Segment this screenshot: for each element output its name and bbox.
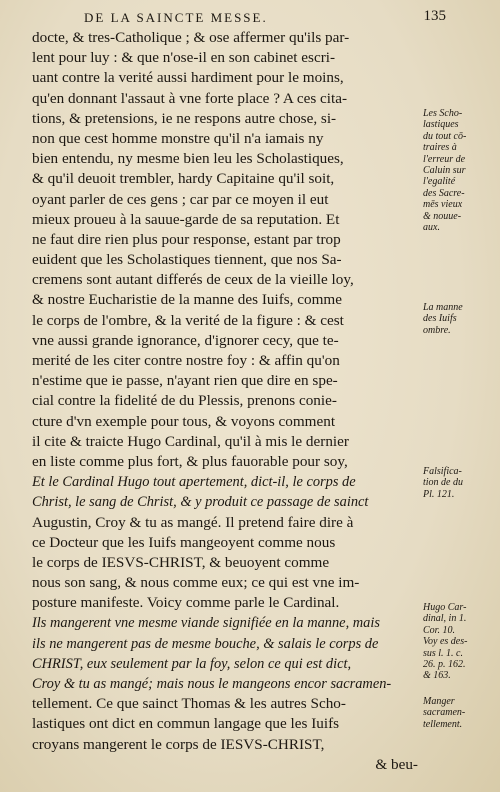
text-line: docte, & tres-Catholique ; & ose affermer qu'ils par- xyxy=(32,29,350,46)
margin-note-line: La manne xyxy=(423,302,463,313)
text-line: posture manifeste. Voicy comme parle le Cardinal. xyxy=(32,594,340,612)
text-line: lastiques ont dict en commun langage que les Iuifs xyxy=(32,715,340,733)
margin-note-line: Caluin sur xyxy=(423,165,466,177)
text-line: croyans mangerent le corps de IESVS-CHRIST, xyxy=(32,735,325,753)
text-line: mieux proueu à la sauue-garde de sa reputation. Et xyxy=(32,210,340,228)
text-line: oyant parler de ces gens ; car par ce moyen il eut xyxy=(32,190,329,208)
page-number: 135 xyxy=(423,8,446,24)
text-line: n'estime que ie passe, n'ayant rien que dire en spe- xyxy=(32,372,338,390)
margin-note-line: l'egalité xyxy=(423,176,456,188)
text-line: cial contre la fidelité de du Plessis, prenons conie- xyxy=(32,392,337,410)
text-line: uant contre la verité aussi hardiment pour le moins, xyxy=(32,69,344,87)
margin-note-line: & nouue- xyxy=(423,210,462,222)
text-line: & nostre Eucharistie de la manne des Iuifs, comme xyxy=(32,291,342,309)
margin-note-line: 26. p. 162. xyxy=(423,659,466,671)
margin-note-line: sacramen- xyxy=(423,707,466,719)
margin-note-line: l'erreur de xyxy=(423,153,466,165)
text-line: le corps de IESVS-CHRIST, & beuoyent comme xyxy=(32,553,330,571)
margin-note xyxy=(423,696,497,730)
text-line: tellement. Ce que sainct Thomas & les autres Scho- xyxy=(32,695,346,713)
text-line: qu'en donnant l'assaut à vne forte place ? A ces cita- xyxy=(32,89,348,107)
text-line: nous son sang, & nous comme eux; ce qui est vne im- xyxy=(32,574,360,592)
margin-note-line: & 163. xyxy=(423,670,451,682)
text-line: bien entendu, ny mesme bien leu les Scholastiques, xyxy=(32,150,344,168)
margin-note xyxy=(423,108,497,233)
margin-note-line: ombre. xyxy=(423,324,451,336)
text-line: Augustin, Croy & tu as mangé. Il pretend faire dire à xyxy=(32,513,354,531)
page-header xyxy=(84,6,446,28)
margin-note-line: tion de du xyxy=(423,477,463,489)
running-head: DE LA SAINCTE MESSE. xyxy=(84,10,268,25)
text-line: ne faut dire rien plus pour response, estant par trop xyxy=(32,230,341,248)
margin-note-line: aux. xyxy=(423,222,440,234)
text-line: lent pour luy : & que n'ose-il en son cabinet escri- xyxy=(32,49,336,67)
text-line: CHRIST, eux seulement par la foy, selon ce qui est dict, xyxy=(32,655,352,672)
margin-note-line: du tout cō- xyxy=(423,130,467,142)
text-line: & qu'il deuoit trembler, hardy Capitaine qu'il soit, xyxy=(32,170,335,188)
text-line: vne aussi grande ignorance, d'ignorer cecy, que te- xyxy=(32,331,339,349)
text-line: Ils mangerent vne mesme viande signifiée en la manne, mais xyxy=(32,615,380,632)
margin-note-line: traires à xyxy=(423,142,457,154)
margin-note-line: Manger xyxy=(423,696,455,707)
margin-note-line: Les Scho- xyxy=(423,108,463,119)
text-line: tions, & pretensions, ie ne respons autre chose, si- xyxy=(32,109,337,127)
margin-note-line: Falsifica- xyxy=(423,466,462,477)
text-line: ils ne mangerent pas de mesme bouche, & salais le corps de xyxy=(32,635,379,652)
margin-note xyxy=(423,602,497,682)
text-line: en liste comme plus fort, & plus fauorable pour soy, xyxy=(32,452,348,470)
text-line: non que cest homme monstre qu'il n'a iamais ny xyxy=(32,129,324,147)
text-line: Christ, le sang de Christ, & y produit ce passage de sainct xyxy=(32,494,369,511)
margin-note-line: Pl. 121. xyxy=(423,488,455,500)
margin-note-line: des Sacre- xyxy=(423,187,465,199)
text-line: euident que les Scholastiques tiennent, que nos Sa- xyxy=(32,251,342,269)
text-line: cture d'vn exemple pour tous, & voyons comment xyxy=(32,412,336,430)
text-line: Et le Cardinal Hugo tout apertement, dict-il, le corps de xyxy=(32,474,356,491)
text-line: il cite & traicte Hugo Cardinal, qu'il à mis le dernier xyxy=(32,432,349,450)
margin-note-line: sus l. 1. c. xyxy=(423,647,463,659)
text-line: cremens sont autant differés de ceux de la vieille loy, xyxy=(32,271,354,289)
text-line: ce Docteur que les Iuifs mangeoyent comme nous xyxy=(32,533,336,551)
catchword: & beu- xyxy=(375,755,418,773)
margin-note-line: dinal, in 1. xyxy=(423,613,467,625)
margin-note xyxy=(423,302,497,336)
margin-note-line: Hugo Car- xyxy=(423,602,467,613)
margin-note-line: mēs vieux xyxy=(423,199,463,211)
margin-note-line: lastiques xyxy=(423,119,459,131)
text-line: merité de les citer contre nostre foy : & affin qu'on xyxy=(32,352,340,369)
margin-note-line: des Iuifs xyxy=(423,313,457,325)
text-line: Croy & tu as mangé; mais nous le mangeons encor sacramen- xyxy=(32,676,392,692)
margin-note-line: Cor. 10. xyxy=(423,624,455,636)
margin-note xyxy=(423,466,497,500)
main-text-block xyxy=(32,28,420,775)
margin-note-line: tellement. xyxy=(423,718,463,730)
text-line: le corps de l'ombre, & la verité de la figure : & cest xyxy=(32,311,344,329)
margin-note-line: Voy es des- xyxy=(423,636,468,648)
